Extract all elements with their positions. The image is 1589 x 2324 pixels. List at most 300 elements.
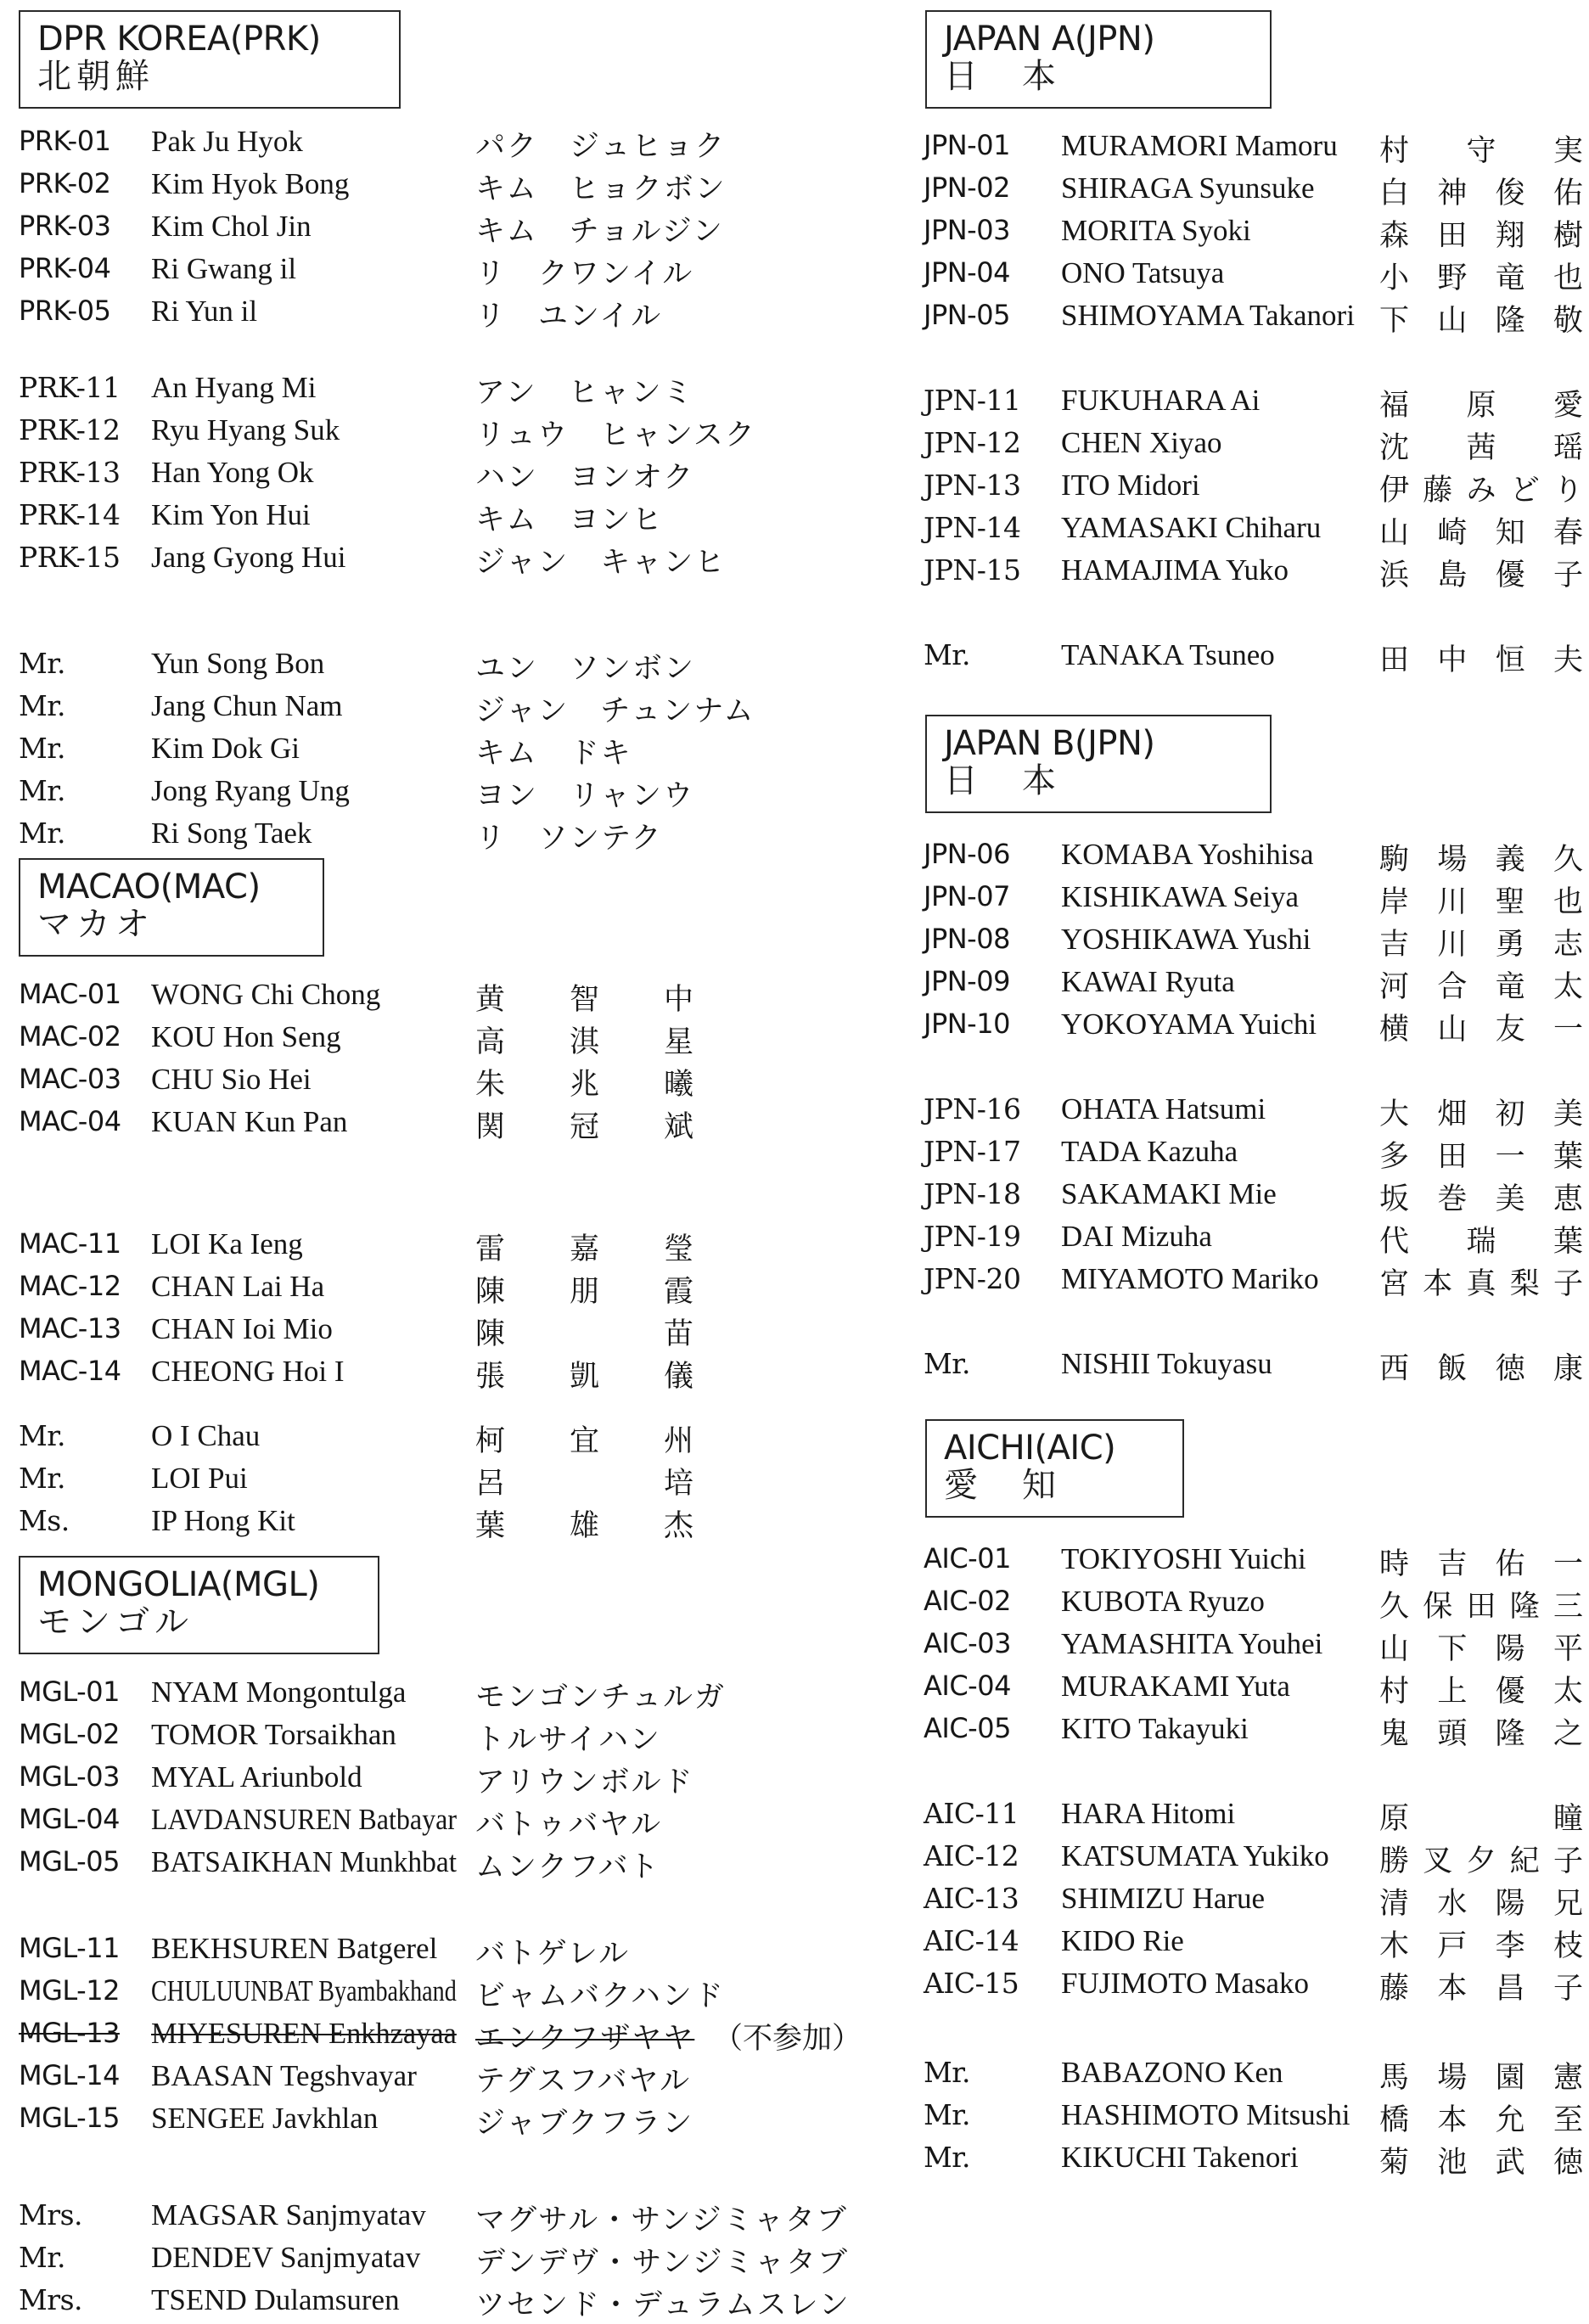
player-name: MYAL Ariunbold (151, 1760, 362, 1794)
player-code: MGL-14 (19, 2059, 120, 2091)
player-name-japanese: 雷 嘉 瑩 (475, 1232, 696, 1266)
roster-row-player (0, 293, 883, 335)
roster-row-player (0, 1844, 883, 1886)
player-code: Mr. (19, 1462, 65, 1495)
player-name: KOMABA Yoshihisa (1061, 838, 1314, 871)
roster-row-player (900, 382, 1589, 424)
player-name-japanese: 駒場義久 (1379, 843, 1583, 877)
player-code: Mr. (924, 2098, 970, 2131)
team-title: MONGOLIA(MGL) (37, 1565, 320, 1604)
player-name: Jang Chun Nam (151, 689, 343, 722)
player-name: LOI Pui (151, 1462, 248, 1495)
roster-row-player (0, 1103, 883, 1146)
player-name: DAI Mizuha (1061, 1220, 1212, 1253)
player-name: BABAZONO Ken (1061, 2056, 1283, 2089)
player-name: WONG Chi Chong (151, 978, 381, 1011)
player-name-japanese: 木戸李枝 (1379, 1929, 1583, 1963)
player-code: JPN-20 (924, 1262, 1021, 1295)
player-code: Mr. (924, 2056, 970, 2089)
player-code: PRK-13 (19, 456, 121, 489)
player-name: Kim Chol Jin (151, 210, 312, 243)
player-name-japanese: 柯 宜 州 (475, 1424, 696, 1458)
player-name: YOKOYAMA Yuichi (1061, 1008, 1317, 1041)
player-name-japanese: キム ヒョクボン (475, 172, 727, 206)
player-code: JPN-10 (924, 1008, 1010, 1040)
player-name: KIKUCHI Takenori (1061, 2141, 1299, 2174)
roster-row-player (900, 212, 1589, 255)
team-header-box (925, 1419, 1184, 1518)
player-code: MAC-13 (19, 1312, 121, 1344)
roster-row-player (0, 454, 883, 497)
team-header-box (925, 715, 1272, 813)
player-name: DENDEV Sanjmyatav (151, 2241, 421, 2274)
player-code: JPN-11 (924, 384, 1021, 417)
player-name: TADA Kazuha (1061, 1135, 1238, 1168)
player-name: YAMASAKI Chiharu (1061, 511, 1322, 544)
player-name-japanese: バトゲレル (475, 1937, 631, 1971)
player-code: MGL-05 (19, 1845, 120, 1878)
player-name-japanese: 多田一葉 (1379, 1140, 1583, 1174)
player-name: Jong Ryang Ung (151, 774, 350, 807)
player-code: JPN-01 (924, 129, 1010, 161)
player-name-japanese: 高 淇 星 (475, 1025, 696, 1059)
player-name-japanese: 河合竜太 (1379, 970, 1583, 1004)
player-name-japanese: 呂 培 (475, 1467, 696, 1501)
player-name-japanese: 関 冠 斌 (475, 1110, 696, 1144)
player-code: Mr. (924, 2141, 970, 2174)
player-name: Ri Song Taek (151, 817, 312, 850)
player-name-japanese: 下山隆敬 (1379, 304, 1583, 338)
roster-row-player (0, 1674, 883, 1716)
roster-row-player (0, 1061, 883, 1103)
roster-row-player (900, 170, 1589, 212)
player-name: BAASAN Tegshvayar (151, 2059, 417, 2092)
team-title-japanese: マカオ (37, 905, 154, 944)
player-name: BEKHSUREN Batgerel (151, 1932, 438, 1965)
team-title: MACAO(MAC) (37, 867, 261, 907)
roster-row-player (0, 1353, 883, 1395)
roster-row-player (0, 1268, 883, 1311)
roster-row-player (900, 963, 1589, 1006)
roster-row-player (900, 1260, 1589, 1303)
roster-row-player (900, 836, 1589, 879)
player-name: CHEONG Hoi I (151, 1355, 345, 1388)
team-title: JAPAN B(JPN) (944, 724, 1155, 763)
player-code: JPN-02 (924, 171, 1010, 204)
player-name-japanese: 黄 智 中 (475, 983, 696, 1017)
player-name: MURAMORI Mamoru (1061, 129, 1338, 162)
player-name-japanese: ツセンド・デュラムスレン (475, 2288, 851, 2322)
roster-row-player (900, 509, 1589, 552)
player-name: YAMASHITA Youhei (1061, 1627, 1323, 1660)
roster-row-player (900, 424, 1589, 467)
player-name: HAMAJIMA Yuko (1061, 553, 1289, 587)
player-code: MAC-01 (19, 978, 121, 1010)
roster-row-player (0, 2100, 883, 2142)
player-name-japanese: パク ジュヒョク (475, 130, 727, 164)
player-name-japanese: 坂巻美恵 (1379, 1182, 1583, 1216)
roster-row-player (900, 1583, 1589, 1625)
player-name: CHAN Lai Ha (151, 1270, 325, 1303)
player-name-japanese: 鬼頭隆之 (1379, 1717, 1583, 1751)
player-name-japanese: 橋本允至 (1379, 2103, 1583, 2137)
player-name-japanese: キム ドキ (475, 737, 632, 771)
roster-row-player (900, 467, 1589, 509)
player-name-japanese: ジャブクフラン (475, 2107, 694, 2141)
player-name-japanese: リ ソンテク (475, 822, 663, 856)
roster-row-player (0, 1759, 883, 1801)
player-name: KUAN Kun Pan (151, 1105, 348, 1138)
player-code: AIC-04 (924, 1670, 1011, 1702)
team-header-box (925, 10, 1272, 109)
player-code: MAC-03 (19, 1063, 121, 1095)
roster-row-player (0, 1801, 883, 1844)
roster-row-official (900, 1345, 1589, 1388)
player-name: SHIMOYAMA Takanori (1061, 299, 1355, 332)
team-title-japanese: 日 本 (944, 761, 1061, 800)
player-code: MGL-04 (19, 1803, 120, 1835)
player-name: TOMOR Torsaikhan (151, 1718, 396, 1751)
player-name-japanese: モンゴンチュルガ (475, 1681, 726, 1715)
player-code: Mr. (924, 1347, 970, 1380)
roster-row-player (0, 250, 883, 293)
roster-row-player (0, 976, 883, 1019)
player-name-japanese: 清水陽兄 (1379, 1887, 1583, 1921)
player-code: MGL-03 (19, 1760, 120, 1793)
player-code: JPN-07 (924, 880, 1010, 912)
player-name-japanese: 福原愛 (1379, 389, 1583, 423)
roster-row-player (900, 1091, 1589, 1133)
roster-row-official (0, 645, 883, 688)
player-name-japanese: ジャン キャンヒ (475, 546, 727, 580)
player-code: Mr. (19, 689, 65, 722)
player-code: Mr. (19, 2241, 65, 2274)
roster-row-official (0, 815, 883, 857)
player-name-japanese: アン ヒャンミ (475, 376, 694, 410)
player-name-japanese: 勝叉夕紀子 (1379, 1844, 1583, 1878)
player-name: YOSHIKAWA Yushi (1061, 923, 1311, 956)
roster-row-player (900, 127, 1589, 170)
roster-row-player (900, 1923, 1589, 1965)
player-code: PRK-04 (19, 252, 111, 284)
player-name: Han Yong Ok (151, 456, 314, 489)
player-name-japanese: 森田翔樹 (1379, 219, 1583, 253)
team-title-japanese: モンゴル (37, 1603, 194, 1642)
player-code: MAC-04 (19, 1105, 121, 1137)
player-name-japanese: リ クワンイル (475, 257, 694, 291)
player-name-japanese: リュウ ヒャンスク (475, 418, 756, 452)
player-name: OHATA Hatsumi (1061, 1092, 1266, 1126)
roster-row-player (0, 123, 883, 166)
player-name-japanese: 田中恒夫 (1379, 643, 1583, 677)
player-name-japanese: キム チョルジン (475, 215, 724, 249)
player-name: Yun Song Bon (151, 647, 325, 680)
player-code: PRK-01 (19, 125, 111, 157)
roster-row-player (0, 1226, 883, 1268)
player-code: MAC-11 (19, 1227, 121, 1260)
player-code: AIC-12 (924, 1839, 1019, 1872)
player-name-japanese: アリウンボルド (475, 1765, 694, 1799)
player-name-japanese: 吉川勇志 (1379, 928, 1583, 962)
roster-row-player (900, 1625, 1589, 1668)
player-code: JPN-04 (924, 256, 1010, 289)
player-name: SHIMIZU Harue (1061, 1882, 1266, 1915)
team-title: AICHI(AIC) (944, 1429, 1116, 1468)
roster-row-player (900, 552, 1589, 594)
roster-row-official (0, 688, 883, 730)
team-title-japanese: 北朝鮮 (37, 57, 154, 96)
roster-row-player (0, 369, 883, 412)
player-code: JPN-14 (924, 511, 1021, 544)
roster-row-player (0, 166, 883, 208)
roster-row-player (900, 879, 1589, 921)
team-header-box (19, 10, 401, 109)
player-code: JPN-06 (924, 838, 1010, 870)
player-name: BATSAIKHAN Munkhbat (151, 1845, 458, 1878)
player-name: O I Chau (151, 1419, 261, 1452)
player-name-japanese: 藤本昌子 (1379, 1972, 1583, 2006)
player-name: An Hyang Mi (151, 371, 317, 404)
team-title-japanese: 愛 知 (944, 1466, 1061, 1505)
player-name-japanese: 山下陽平 (1379, 1632, 1583, 1666)
roster-row-player (900, 921, 1589, 963)
player-name-japanese: マグサル・サンジミャタブ (475, 2203, 848, 2237)
player-code: JPN-18 (924, 1177, 1021, 1210)
player-name-japanese: 久保田隆三 (1379, 1590, 1583, 1624)
roster-row-player (900, 1541, 1589, 1583)
player-code: AIC-01 (924, 1542, 1011, 1575)
player-name-japanese: リ ユンイル (475, 300, 663, 334)
player-name: KOU Hon Seng (151, 1020, 341, 1053)
player-code: JPN-15 (924, 553, 1021, 587)
roster-row-player (900, 1880, 1589, 1923)
absent-note: （不参加） (713, 2022, 862, 2056)
player-name-japanese: ヨン リャンウ (475, 779, 694, 813)
player-code: Mr. (924, 638, 970, 671)
player-name-japanese: ジャン チュンナム (475, 694, 755, 728)
player-name-japanese: 原瞳 (1379, 1802, 1583, 1836)
player-name-japanese: 村守実 (1379, 134, 1583, 168)
roster-row-player (900, 1133, 1589, 1176)
player-code: PRK-02 (19, 167, 111, 199)
roster-row-player (900, 1006, 1589, 1048)
player-name: KATSUMATA Yukiko (1061, 1839, 1329, 1872)
player-code: JPN-08 (924, 923, 1010, 955)
player-name: MORITA Syoki (1061, 214, 1251, 247)
player-name: SAKAMAKI Mie (1061, 1177, 1277, 1210)
player-code: PRK-11 (19, 371, 121, 404)
player-name-japanese: 大畑初美 (1379, 1097, 1583, 1131)
player-name-japanese: 小野竜也 (1379, 261, 1583, 295)
player-name: CHULUUNBAT Byambakhand (151, 1974, 457, 2007)
roster-row-official (0, 1460, 883, 1502)
player-name-japanese: 陳 苗 (475, 1317, 696, 1351)
player-code: MAC-12 (19, 1270, 121, 1302)
player-name-japanese: エンクフザヤヤ (475, 2022, 695, 2056)
player-name-japanese: ムンクフバト (475, 1850, 660, 1884)
roster-row-official (0, 772, 883, 815)
player-name-japanese: ハン ヨンオク (475, 461, 695, 495)
player-name-japanese: 村上優太 (1379, 1675, 1583, 1709)
roster-row-official (900, 637, 1589, 679)
player-code: MAC-02 (19, 1020, 121, 1053)
player-name-japanese: テグスフバヤル (475, 2064, 692, 2098)
player-code: AIC-14 (924, 1924, 1019, 1957)
player-name-japanese: 陳 朋 霞 (475, 1275, 696, 1309)
roster-row-player (900, 1218, 1589, 1260)
player-name: SENGEE Javkhlan (151, 2102, 379, 2135)
player-name: NISHII Tokuyasu (1061, 1347, 1272, 1380)
player-code: Mr. (19, 732, 65, 765)
roster-row-official (0, 2239, 883, 2282)
roster-row-official (0, 730, 883, 772)
player-code: PRK-14 (19, 498, 121, 531)
team-title: JAPAN A(JPN) (944, 20, 1155, 59)
team-title-japanese: 日 本 (944, 57, 1061, 96)
roster-row-official (0, 1502, 883, 1545)
player-code: AIC-11 (924, 1797, 1019, 1830)
player-name: MIYAMOTO Mariko (1061, 1262, 1319, 1295)
player-name: Jang Gyong Hui (151, 541, 346, 574)
player-name-japanese: 横山友一 (1379, 1013, 1583, 1047)
player-name: ITO Midori (1061, 469, 1200, 502)
player-name: LAVDANSUREN Batbayar (151, 1803, 458, 1836)
player-name: Kim Yon Hui (151, 498, 311, 531)
roster-row-player (900, 1710, 1589, 1753)
player-name-japanese: 西飯徳康 (1379, 1352, 1583, 1386)
player-code: AIC-03 (924, 1627, 1011, 1659)
team-header-box (19, 858, 324, 957)
team-header-box (19, 1556, 379, 1654)
player-name-japanese: キム ヨンヒ (475, 503, 664, 537)
player-name-japanese: デンデヴ・サンジミャタブ (475, 2246, 849, 2280)
roster-row-official (0, 2197, 883, 2239)
player-name-japanese: 浜島優子 (1379, 559, 1583, 592)
roster-row-player (0, 539, 883, 581)
player-name: CHEN Xiyao (1061, 426, 1222, 459)
player-name: KIDO Rie (1061, 1924, 1184, 1957)
player-name: Ri Gwang il (151, 252, 297, 285)
roster-row-official (0, 2282, 883, 2324)
player-name: TANAKA Tsuneo (1061, 638, 1275, 671)
player-name: CHU Sio Hei (151, 1063, 312, 1096)
player-code: MGL-12 (19, 1974, 120, 2007)
roster-row-official (900, 2139, 1589, 2181)
player-code: Mr. (19, 774, 65, 807)
roster-row-player (0, 2015, 883, 2057)
player-code: AIC-02 (924, 1585, 1011, 1617)
player-name-japanese: 宮本真梨子 (1379, 1267, 1583, 1301)
roster-row-official (900, 2097, 1589, 2139)
roster-row-official (900, 2054, 1589, 2097)
player-code: PRK-12 (19, 413, 121, 446)
player-name-japanese: 馬場園憲 (1379, 2061, 1583, 2095)
player-name: CHAN Ioi Mio (151, 1312, 333, 1345)
player-name-japanese: 山崎知春 (1379, 516, 1583, 550)
player-name-japanese: ユン ソンボン (475, 652, 696, 686)
player-code: MGL-11 (19, 1932, 120, 1964)
player-code: JPN-16 (924, 1092, 1021, 1126)
player-code: MGL-01 (19, 1676, 120, 1708)
player-name-japanese: 岸川聖也 (1379, 885, 1583, 919)
roster-row-player (0, 1716, 883, 1759)
player-code: JPN-03 (924, 214, 1010, 246)
player-name-japanese: 時吉佑一 (1379, 1547, 1583, 1581)
player-name: KUBOTA Ryuzo (1061, 1585, 1265, 1618)
player-name: TOKIYOSHI Yuichi (1061, 1542, 1306, 1575)
roster-row-official (0, 1417, 883, 1460)
player-code: PRK-05 (19, 295, 111, 327)
player-name: LOI Ka Ieng (151, 1227, 303, 1260)
player-name: KISHIKAWA Seiya (1061, 880, 1300, 913)
player-code: PRK-15 (19, 541, 121, 574)
player-code: Ms. (19, 1504, 70, 1537)
player-code: MGL-15 (19, 2102, 120, 2134)
player-name: FUKUHARA Ai (1061, 384, 1261, 417)
player-code: JPN-12 (924, 426, 1021, 459)
player-name: IP Hong Kit (151, 1504, 295, 1537)
player-code: PRK-03 (19, 210, 111, 242)
roster-row-player (0, 2057, 883, 2100)
player-name-japanese: 葉 雄 杰 (475, 1509, 696, 1543)
roster-row-player (0, 1930, 883, 1973)
player-code: Mr. (19, 817, 65, 850)
player-name: Kim Dok Gi (151, 732, 300, 765)
roster-row-player (0, 1311, 883, 1353)
player-code: AIC-05 (924, 1712, 1011, 1744)
player-name: Pak Ju Hyok (151, 125, 303, 158)
player-name: NYAM Mongontulga (151, 1676, 407, 1709)
player-code: Mrs. (19, 2283, 82, 2316)
roster-row-player (0, 497, 883, 539)
player-name-japanese: 菊池武徳 (1379, 2146, 1583, 2180)
player-name: HARA Hitomi (1061, 1797, 1236, 1830)
player-name-japanese: 張 凱 儀 (475, 1360, 696, 1394)
player-name: FUJIMOTO Masako (1061, 1967, 1309, 2000)
team-title: DPR KOREA(PRK) (37, 20, 321, 59)
roster-row-player (900, 1176, 1589, 1218)
roster-row-player (0, 1973, 883, 2015)
roster-row-player (0, 208, 883, 250)
player-name: Kim Hyok Bong (151, 167, 350, 200)
player-code: AIC-13 (924, 1882, 1019, 1915)
player-name: HASHIMOTO Mitsushi (1061, 2098, 1350, 2131)
player-code: Mr. (19, 647, 65, 680)
player-code: MAC-14 (19, 1355, 121, 1387)
roster-row-player (900, 255, 1589, 297)
player-name-japanese: 朱 兆 曦 (475, 1068, 696, 1102)
roster-row-player (900, 1838, 1589, 1880)
player-name: TSEND Dulamsuren (151, 2283, 400, 2316)
roster-row-player (900, 1668, 1589, 1710)
roster-row-player (900, 297, 1589, 340)
player-name: SHIRAGA Syunsuke (1061, 171, 1315, 205)
player-name-japanese: トルサイハン (475, 1723, 661, 1757)
player-name-japanese: 伊藤みどり (1379, 474, 1583, 508)
roster-row-player (0, 412, 883, 454)
roster-row-player (900, 1795, 1589, 1838)
roster-row-player (0, 1019, 883, 1061)
player-name-japanese: 代瑞葉 (1379, 1225, 1583, 1259)
player-code: JPN-09 (924, 965, 1010, 997)
player-code: JPN-19 (924, 1220, 1021, 1253)
player-code: JPN-17 (924, 1135, 1021, 1168)
player-name: Ri Yun il (151, 295, 258, 328)
player-name: MIYESUREN Enkhzayaa (151, 2017, 457, 2050)
player-code: Mrs. (19, 2198, 82, 2231)
player-name: ONO Tatsuya (1061, 256, 1225, 289)
player-code: MGL-02 (19, 1718, 120, 1750)
